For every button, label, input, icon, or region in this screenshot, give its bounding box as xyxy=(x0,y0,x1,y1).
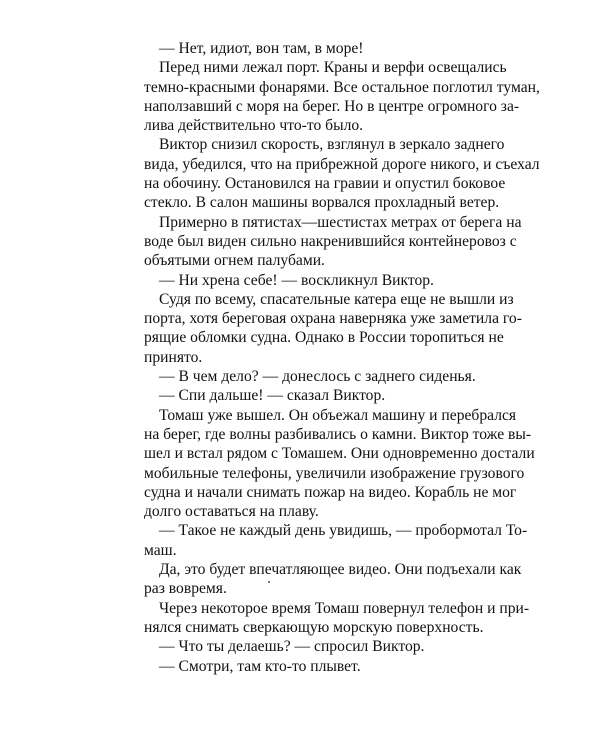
paragraph xyxy=(129,135,540,212)
text-line: наползавший с моря на берег. Но в центре огромного за- xyxy=(144,97,520,115)
text-line: раз вовремя. xyxy=(144,580,227,598)
text-line: Через некоторое время Томаш повернул телефон и при- xyxy=(159,599,530,617)
text-line: долго оставаться на плаву. xyxy=(144,503,319,521)
text-line: маш. xyxy=(144,541,177,559)
text-line: Томаш уже вышел. Он объежал машину и перебрался xyxy=(159,406,517,424)
paragraph xyxy=(129,521,528,560)
paragraph xyxy=(129,560,522,599)
text-line: — В чем дело? — донеслось с заднего сиденья. xyxy=(159,368,476,386)
paragraph xyxy=(129,39,493,58)
print-speck xyxy=(268,581,270,583)
paragraph xyxy=(129,599,530,638)
text-line: — Нет, идиот, вон там, в море! xyxy=(159,40,364,57)
text-line: стекло. В салон машины ворвался прохладный ветер. xyxy=(144,194,500,212)
text-line: — Такое не каждый день увидишь, — пробормотал То- xyxy=(159,522,528,540)
text-line: — Спи дальше! — сказал Виктор. xyxy=(159,387,386,405)
text-line: Виктор снизил скорость, взглянул в зеркало заднего xyxy=(159,136,505,154)
paragraph xyxy=(129,271,493,290)
paragraph xyxy=(129,386,493,405)
paragraph xyxy=(129,367,493,386)
text-line: на берег, где волны разбивались о камни. Виктор тоже вы- xyxy=(144,425,532,443)
text-line: — Ни хрена себе! — воскликнул Виктор. xyxy=(159,271,434,289)
text-line: мобильные телефоны, увеличили изображение грузового xyxy=(144,464,525,482)
text-line: порта, хотя береговая охрана наверняка уже заметила го- xyxy=(144,310,522,328)
text-line: рящие обломки судна. Однако в России торопиться не xyxy=(144,329,504,347)
text-line: воде был виден сильно накренившийся контейнеровоз с xyxy=(144,232,517,250)
text-line: вида, убедился, что на прибрежной дороге никого, и съехал xyxy=(144,155,540,173)
text-line: — Что ты делаешь? — спросил Виктор. xyxy=(159,638,425,656)
text-line: объятыми огнем палубами. xyxy=(144,252,325,270)
text-line: на обочину. Остановился на гравии и опустил боковое xyxy=(144,175,506,193)
text-line: Судя по всему, спасательные катера еще не вышли из xyxy=(159,290,514,308)
text-line: принято. xyxy=(144,348,203,366)
paragraph xyxy=(129,637,493,656)
text-line: лива действительно что-то было. xyxy=(144,117,364,135)
text-line: нялся снимать сверкающую морскую поверхность. xyxy=(144,618,484,636)
text-line: Перед ними лежал порт. Краны и верфи освещались xyxy=(159,59,507,77)
text-line: темно-красными фонарями. Все остальное поглотил туман, xyxy=(144,78,540,96)
text-line: Да, это будет впечатляющее видео. Они подъехали как xyxy=(159,561,522,579)
paragraph xyxy=(129,406,535,522)
paragraph xyxy=(129,290,522,367)
page-text xyxy=(129,39,540,676)
text-line: шел и встал рядом с Томашем. Они одновременно достали xyxy=(144,445,535,463)
text-line: — Смотри, там кто-то плывет. xyxy=(159,657,361,675)
text-line: судна и начали снимать пожар на видео. Корабль не мог xyxy=(144,483,517,501)
paragraph xyxy=(129,213,522,271)
paragraph xyxy=(129,657,493,676)
paragraph xyxy=(129,58,540,135)
text-line: Примерно в пятистах—шестистах метрах от берега на xyxy=(159,213,522,231)
